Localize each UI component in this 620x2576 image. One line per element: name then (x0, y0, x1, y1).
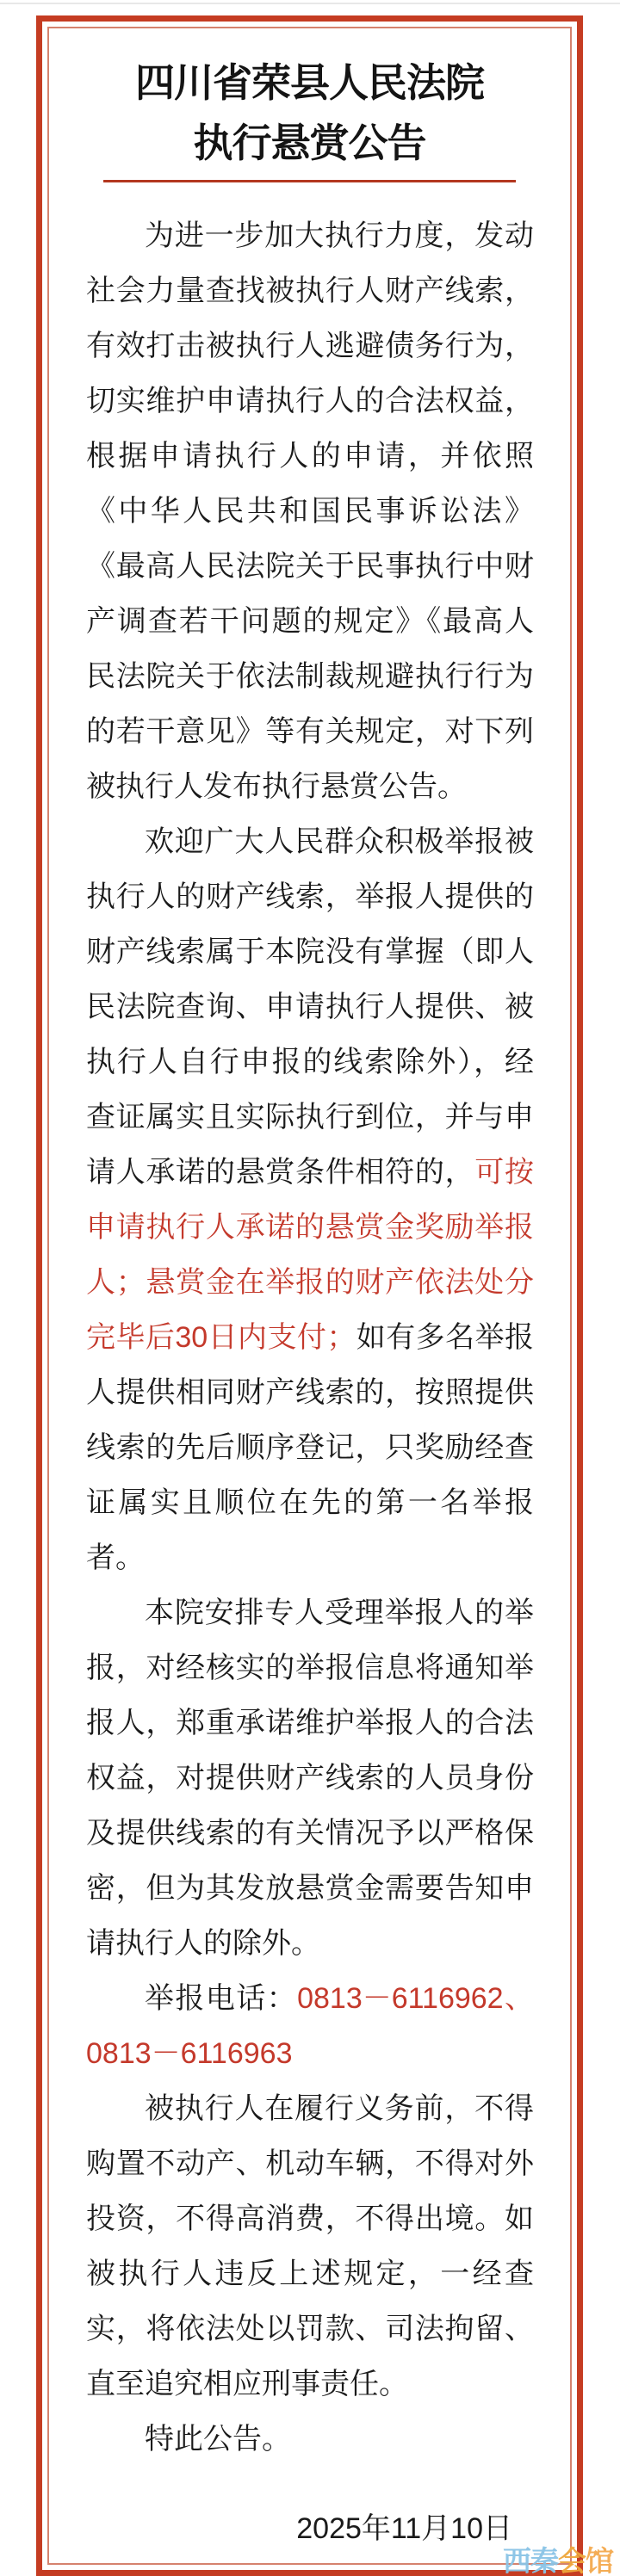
notice-paragraph (86, 1971, 534, 2081)
watermark-part-xiqin: 西秦 (503, 2545, 558, 2576)
notice-paragraph (86, 1585, 534, 1971)
notice-content (49, 28, 570, 2556)
highlighted-text: 可按申请执行人承诺的悬赏金奖励举报人；悬赏金在举报的财产依法处分完毕后30日内支付； (86, 1156, 535, 1354)
notice-outer-frame (36, 15, 583, 2576)
page-top-divider (0, 3, 620, 4)
notice-paragraph (86, 208, 534, 814)
notice-paragraph (86, 814, 534, 1585)
text-segment: 特此公告。 (145, 2423, 291, 2456)
notice-date: 2025年11月10日 (296, 2512, 512, 2545)
watermark-part-hui: 会 (558, 2545, 586, 2576)
notice-inner-frame (47, 27, 572, 2565)
text-segment: 为进一步加大执行力度，发动社会力量查找被执行人财产线索，有效打击被执行人逃避债务行为，切实维护申请执行人的合法权益，根据申请执行人的申请，并依照《中华人民共和国民事诉讼法》《最高人民法院关于民事执行中财产调查若干问题的规定》《最高人民法院关于依法制裁规避执行行为的若干意见》等有关规定，对下列被执行人发布执行悬赏公告。 (86, 219, 534, 803)
watermark (503, 2539, 613, 2576)
text-segment: 如有多名举报人提供相同财产线索的，按照提供线索的先后顺序登记，只奖励经查证属实且顺位在先的第一名举报者。 (86, 1321, 535, 1574)
report-phone-label: 举报电话： (145, 1982, 298, 2015)
watermark-part-guan: 馆 (586, 2545, 613, 2576)
notice-paragraph (86, 2412, 534, 2467)
notice-title-line2: 执行悬赏公告 (193, 120, 426, 165)
title-divider-rule (103, 180, 516, 182)
text-segment: 欢迎广大人民群众积极举报被执行人的财产线索，举报人提供的财产线索属于本院没有掌握（即人民法院查询、申请执行人提供、被执行人自行申报的线索除外），经查证属实且实际执行到位，并与申请人承诺的悬赏条件相符的， (86, 825, 534, 1189)
phone-numbers: 0813－6116962、0813－6116963 (86, 1982, 535, 2070)
notice-body (86, 208, 534, 2467)
text-segment: 被执行人在履行义务前，不得购置不动产、机动车辆，不得对外投资，不得高消费，不得出境。如被执行人违反上述规定，一经查实，将依法处以罚款、司法拘留、直至追究相应刑事责任。 (86, 2092, 534, 2400)
notice-title-line1: 四川省荣县人民法院 (135, 60, 484, 105)
text-segment: 本院安排专人受理举报人的举报，对经核实的举报信息将通知举报人，郑重承诺维护举报人的合法权益，对提供财产线索的人员身份及提供线索的有关情况予以严格保密，但为其发放悬赏金需要告知申请执行人的除外。 (86, 1597, 534, 1960)
notice-paragraph (86, 2081, 534, 2412)
